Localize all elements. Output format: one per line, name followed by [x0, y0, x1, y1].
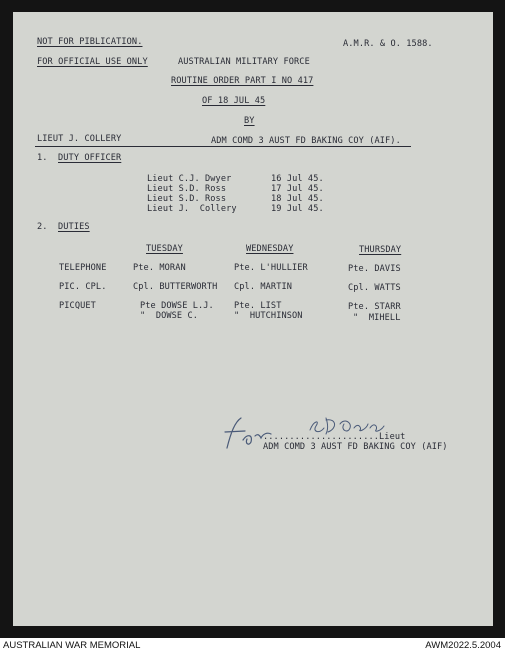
section2-number: 2.	[37, 222, 48, 232]
archive-reference: AWM2022.5.2004	[425, 640, 501, 651]
duty-officer-name: Lieut S.D. Ross	[147, 194, 227, 204]
official-use-notice: FOR OFFICIAL USE ONLY	[37, 57, 148, 67]
archive-name: AUSTRALIAN WAR MEMORIAL	[3, 640, 141, 651]
duty-tuesday: Cpl. BUTTERWORTH	[133, 282, 218, 292]
duty-officer-date: 16 Jul 45.	[271, 174, 324, 184]
document-ref: A.M.R. & O. 1588.	[343, 39, 433, 49]
signature-line: ......................Lieut	[263, 432, 406, 442]
duty-officer-name: Lieut S.D. Ross	[147, 184, 227, 194]
duty-role: PICQUET	[59, 301, 96, 311]
by-label: BY	[244, 116, 255, 126]
day-header-wednesday: WEDNESDAY	[246, 244, 294, 254]
duty-tuesday: Pte. MORAN	[133, 263, 186, 273]
section2-title: DUTIES	[58, 222, 90, 232]
duty-thursday: " MIHELL	[353, 313, 401, 323]
day-header-thursday: THURSDAY	[359, 245, 402, 255]
duty-tuesday: Pte DOWSE L.J.	[140, 301, 214, 311]
section1-title: DUTY OFFICER	[58, 153, 122, 163]
duty-role: PIC. CPL.	[59, 282, 107, 292]
header-rule	[35, 146, 411, 147]
signature-unit: ADM COMD 3 AUST FD BAKING COY (AIF)	[263, 442, 448, 452]
duty-officer-date: 18 Jul 45.	[271, 194, 324, 204]
duty-thursday: Cpl. WATTS	[348, 283, 401, 293]
document-page	[13, 12, 493, 626]
day-header-tuesday: TUESDAY	[146, 244, 183, 254]
duty-officer-name: Lieut C.J. Dwyer	[147, 174, 232, 184]
duty-wednesday: Pte. LIST	[234, 301, 282, 311]
duty-thursday: Pte. DAVIS	[348, 264, 401, 274]
force-title: AUSTRALIAN MILITARY FORCE	[178, 57, 310, 67]
section1-number: 1.	[37, 153, 48, 163]
duty-thursday: Pte. STARR	[348, 302, 401, 312]
duty-wednesday: Pte. L'HULLIER	[234, 263, 308, 273]
duty-wednesday: Cpl. MARTIN	[234, 282, 293, 292]
order-date: OF 18 JUL 45	[202, 96, 266, 106]
duty-officer-date: 17 Jul 45.	[271, 184, 324, 194]
unit-name: ADM COMD 3 AUST FD BAKING COY (AIF).	[211, 136, 401, 146]
duty-role: TELEPHONE	[59, 263, 107, 273]
archive-footer	[0, 638, 505, 653]
duty-officer-name: Lieut J. Collery	[147, 204, 237, 214]
author: LIEUT J. COLLERY	[37, 134, 122, 144]
duty-officer-date: 19 Jul 45.	[271, 204, 324, 214]
duty-wednesday: " HUTCHINSON	[234, 311, 303, 321]
routine-order-title: ROUTINE ORDER PART I NO 417	[171, 76, 314, 86]
not-for-publication: NOT FOR PIBLICATION.	[37, 37, 143, 47]
duty-tuesday: " DOWSE C.	[140, 311, 199, 321]
